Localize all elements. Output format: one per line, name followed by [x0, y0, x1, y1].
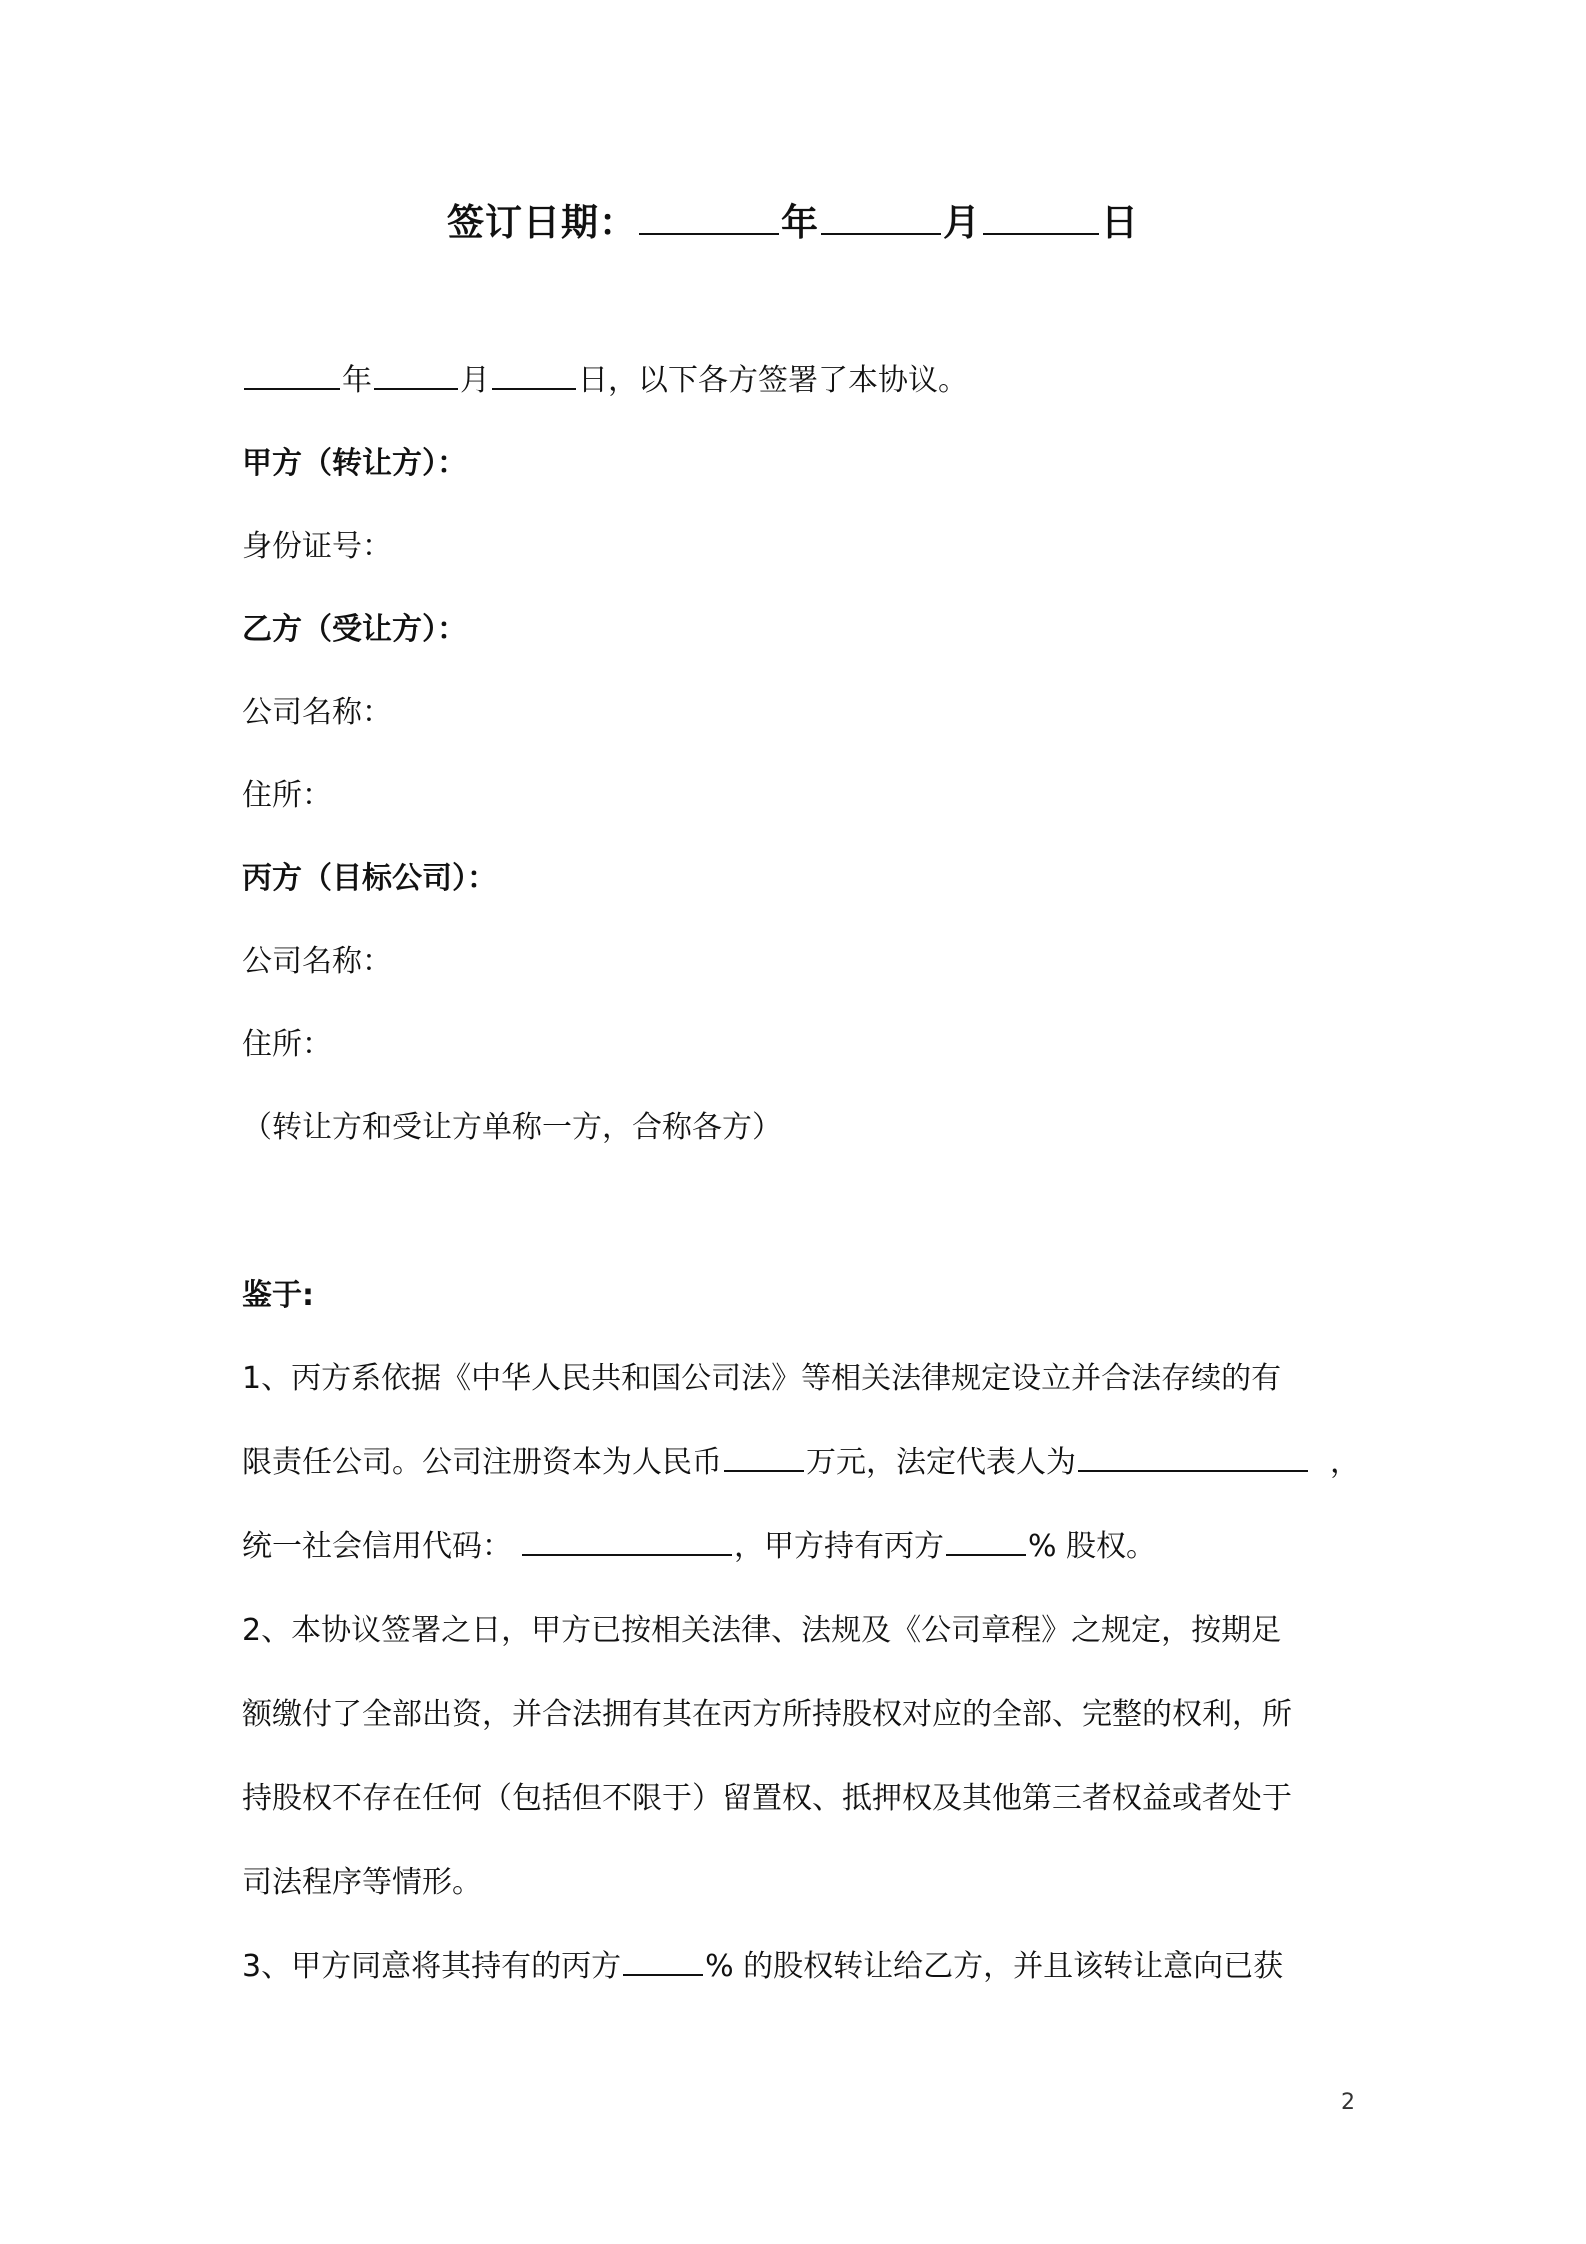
clause-1-line-2: [242, 1434, 1360, 1518]
registered-capital-label: [242, 1434, 1310, 1518]
signing-date-title: [0, 192, 1586, 246]
equity-percent-blank: [946, 1523, 1026, 1557]
intro-month-label: 月: [460, 363, 490, 398]
year-label: 年: [781, 201, 819, 244]
parties-note: （转让方和受让方单称一方，合称各方）: [242, 1110, 782, 1145]
day-blank: [983, 194, 1099, 235]
intro-day-blank: [492, 357, 576, 391]
clause-2-line-2: 额缴付了全部出资，并合法拥有其在丙方所持股权对应的全部、完整的权利，所: [242, 1697, 1292, 1732]
party-b-address-label: 住所：: [242, 778, 332, 813]
credit-code-label: 统一社会信用代码：: [242, 1529, 512, 1564]
clause-2-line-4: 司法程序等情形。: [242, 1865, 482, 1900]
equity-holding-label: ，甲方持有丙方: [734, 1529, 944, 1564]
intro-month-blank: [374, 357, 458, 391]
whereas-clause-3: [242, 1938, 1360, 2022]
party-c-address-label: 住所：: [242, 1027, 332, 1062]
clause-2-line-1: 2、本协议签署之日，甲方已按相关法律、法规及《公司章程》之规定，按期足: [242, 1613, 1282, 1648]
intro-year-blank: [244, 357, 340, 391]
intro-year-label: 年: [342, 363, 372, 398]
clause-2-line-3: 持股权不存在任何（包括但不限于）留置权、抵押权及其他第三者权益或者处于: [242, 1781, 1292, 1816]
registered-capital-text: 限责任公司。公司注册资本为人民币: [242, 1445, 722, 1480]
whereas-clause-2: [242, 1602, 1360, 1938]
party-a-id-label: 身份证号：: [242, 529, 392, 564]
month-label: 月: [943, 201, 981, 244]
page-number: 2: [1341, 2090, 1355, 2115]
transfer-percent-blank: [623, 1943, 703, 1977]
signing-date-label: 签订日期：: [447, 201, 637, 244]
whereas-heading: 鉴于:: [242, 1278, 314, 1313]
party-a-heading: 甲方（转让方）：: [242, 446, 467, 481]
legal-rep-label: 万元，法定代表人为: [806, 1445, 1076, 1480]
clause-3-line-1: [242, 1938, 1360, 2022]
whereas-clause-1: [242, 1350, 1360, 1602]
clause-1-line-3: [242, 1518, 1360, 1602]
year-blank: [639, 194, 779, 235]
clause-1-comma: ，: [1330, 1445, 1360, 1480]
clause-1-line-1: 1、丙方系依据《中华人民共和国公司法》等相关法律规定设立并合法存续的有: [242, 1361, 1282, 1396]
day-label: 日: [1101, 201, 1139, 244]
month-blank: [821, 194, 941, 235]
intro-day-label: 日，以下各方签署了本协议。: [578, 363, 968, 398]
registered-capital-blank: [724, 1439, 804, 1473]
equity-percent-suffix: % 股权。: [1028, 1529, 1157, 1564]
party-c-company-label: 公司名称：: [242, 944, 392, 979]
party-b-heading: 乙方（受让方）：: [242, 612, 467, 647]
party-c-heading: 丙方（目标公司）：: [242, 861, 497, 896]
contract-body: [242, 352, 1360, 2022]
legal-rep-blank: [1078, 1439, 1308, 1473]
intro-line: [242, 352, 1360, 435]
party-b-company-label: 公司名称：: [242, 695, 392, 730]
transfer-text: % 的股权转让给乙方，并且该转让意向已获: [705, 1949, 1284, 1984]
transfer-label: 3、甲方同意将其持有的丙方: [242, 1949, 622, 1984]
credit-code-blank: [522, 1523, 732, 1557]
